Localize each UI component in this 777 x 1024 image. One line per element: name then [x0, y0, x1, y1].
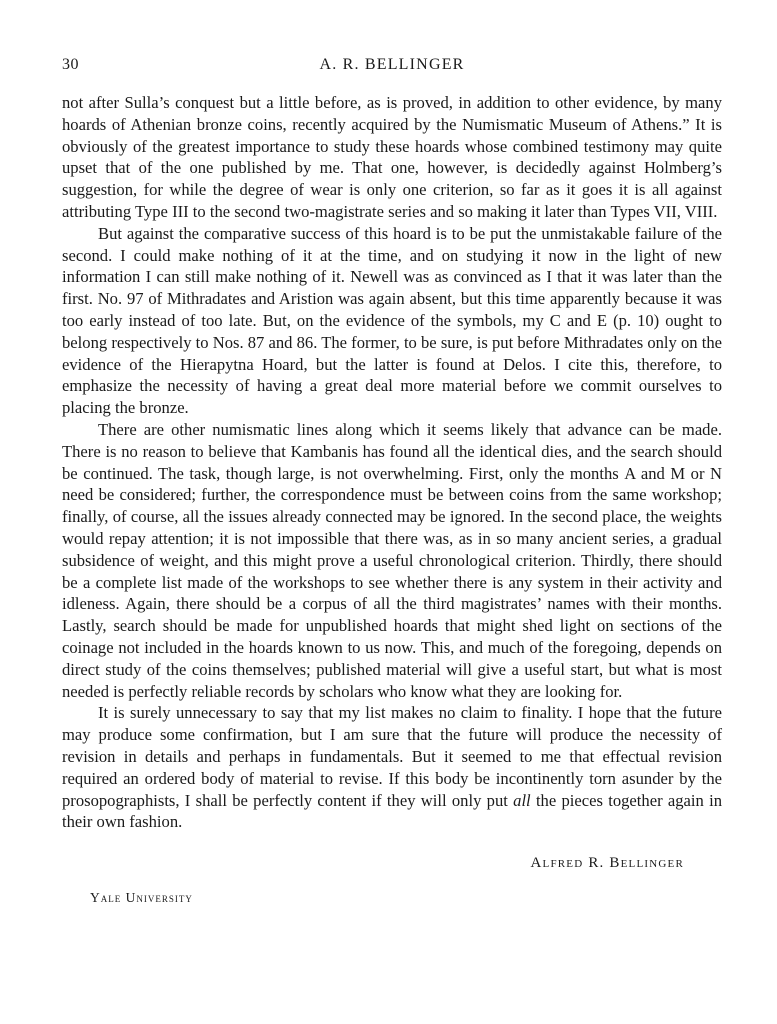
author-signature: Alfred R. Bellinger [530, 855, 684, 872]
paragraph-4-emphasis: all [513, 790, 531, 810]
article-body [62, 92, 722, 833]
paragraph-2: But against the comparative success of this hoard is to be put the unmistakable failure of the second. I could make nothing of it at the time, and on studying it now in the light of new information I can still make nothing of it. Newell was as convinced as I that it was later than the first. No. 97 of Mithradates and Aristion was again absent, but this time apparently because it was too early instead of too late. But, on the evidence of the symbols, my C and E (p. 10) ought to belong respectively to Nos. 87 and 86. The former, to be sure, is put before Mithradates only on the evidence of the Hierapytna Hoard, but the latter is found at Delos. I cite this, therefore, to emphasize the necessity of having a great deal more material before we commit ourselves to placing the bronze. [62, 223, 722, 418]
running-title: A. R. BELLINGER [319, 56, 465, 73]
page-number: 30 [62, 56, 79, 73]
author-affiliation: Yale University [90, 890, 193, 906]
page [62, 52, 722, 906]
paragraph-4-text-before: It is surely unnecessary to say that my list makes no claim to finality. I hope that the future may produce some confirmation, but I am sure that the future will produce the necessity of revision in details and perhaps in fundamentals. But it seemed to me that effectual revision required an ordered body of material to revise. If this body be incontinently torn asunder by the prosopographists, I shall be perfectly content if they will only put [62, 703, 722, 810]
paragraph-4 [62, 702, 722, 833]
running-head [62, 52, 722, 78]
paragraph-3: There are other numismatic lines along which it seems likely that advance can be made. There is no reason to believe that Kambanis has found all the identical dies, and the search should be continued. The task, though large, is not overwhelming. First, only the months Α and Μ or Ν need be considered; further, the correspondence must be between coins from the same workshop; finally, of course, all the issues already connected may be ignored. In the second place, the weights would repay attention; it is not impossible that there was, as in so many ancient series, a gradual subsidence of weight, and this might prove a useful chronological criterion. Thirdly, there should be a complete list made of the workshops to see whether there is any system in their activity and idleness. Again, there should be a corpus of all the third magistrates’ names with their months. Lastly, search should be made for unpublished hoards that might shed light on sections of the coinage not included in the hoards known to us now. This, and much of the foregoing, depends on direct study of the coins themselves; published material will give a useful start, but what is most needed is perfectly reliable records by scholars who know what they are looking for. [62, 419, 722, 701]
paragraph-1: not after Sulla’s conquest but a little before, as is proved, in addition to other evidence, by many hoards of Athenian bronze coins, recently acquired by the Numismatic Museum of Athens.” It is obviously of the greatest importance to study these hoards whose combined testimony may quite upset that of the one published by me. That one, however, is decidedly against Holmberg’s suggestion, for while the degree of wear is only one criterion, so far as it goes it is all against attributing Type III to the second two-magistrate series and so making it later than Types VII, VIII. [62, 93, 722, 221]
paragraph-4-text-after: the pieces together again in their own fashion. [62, 790, 722, 832]
